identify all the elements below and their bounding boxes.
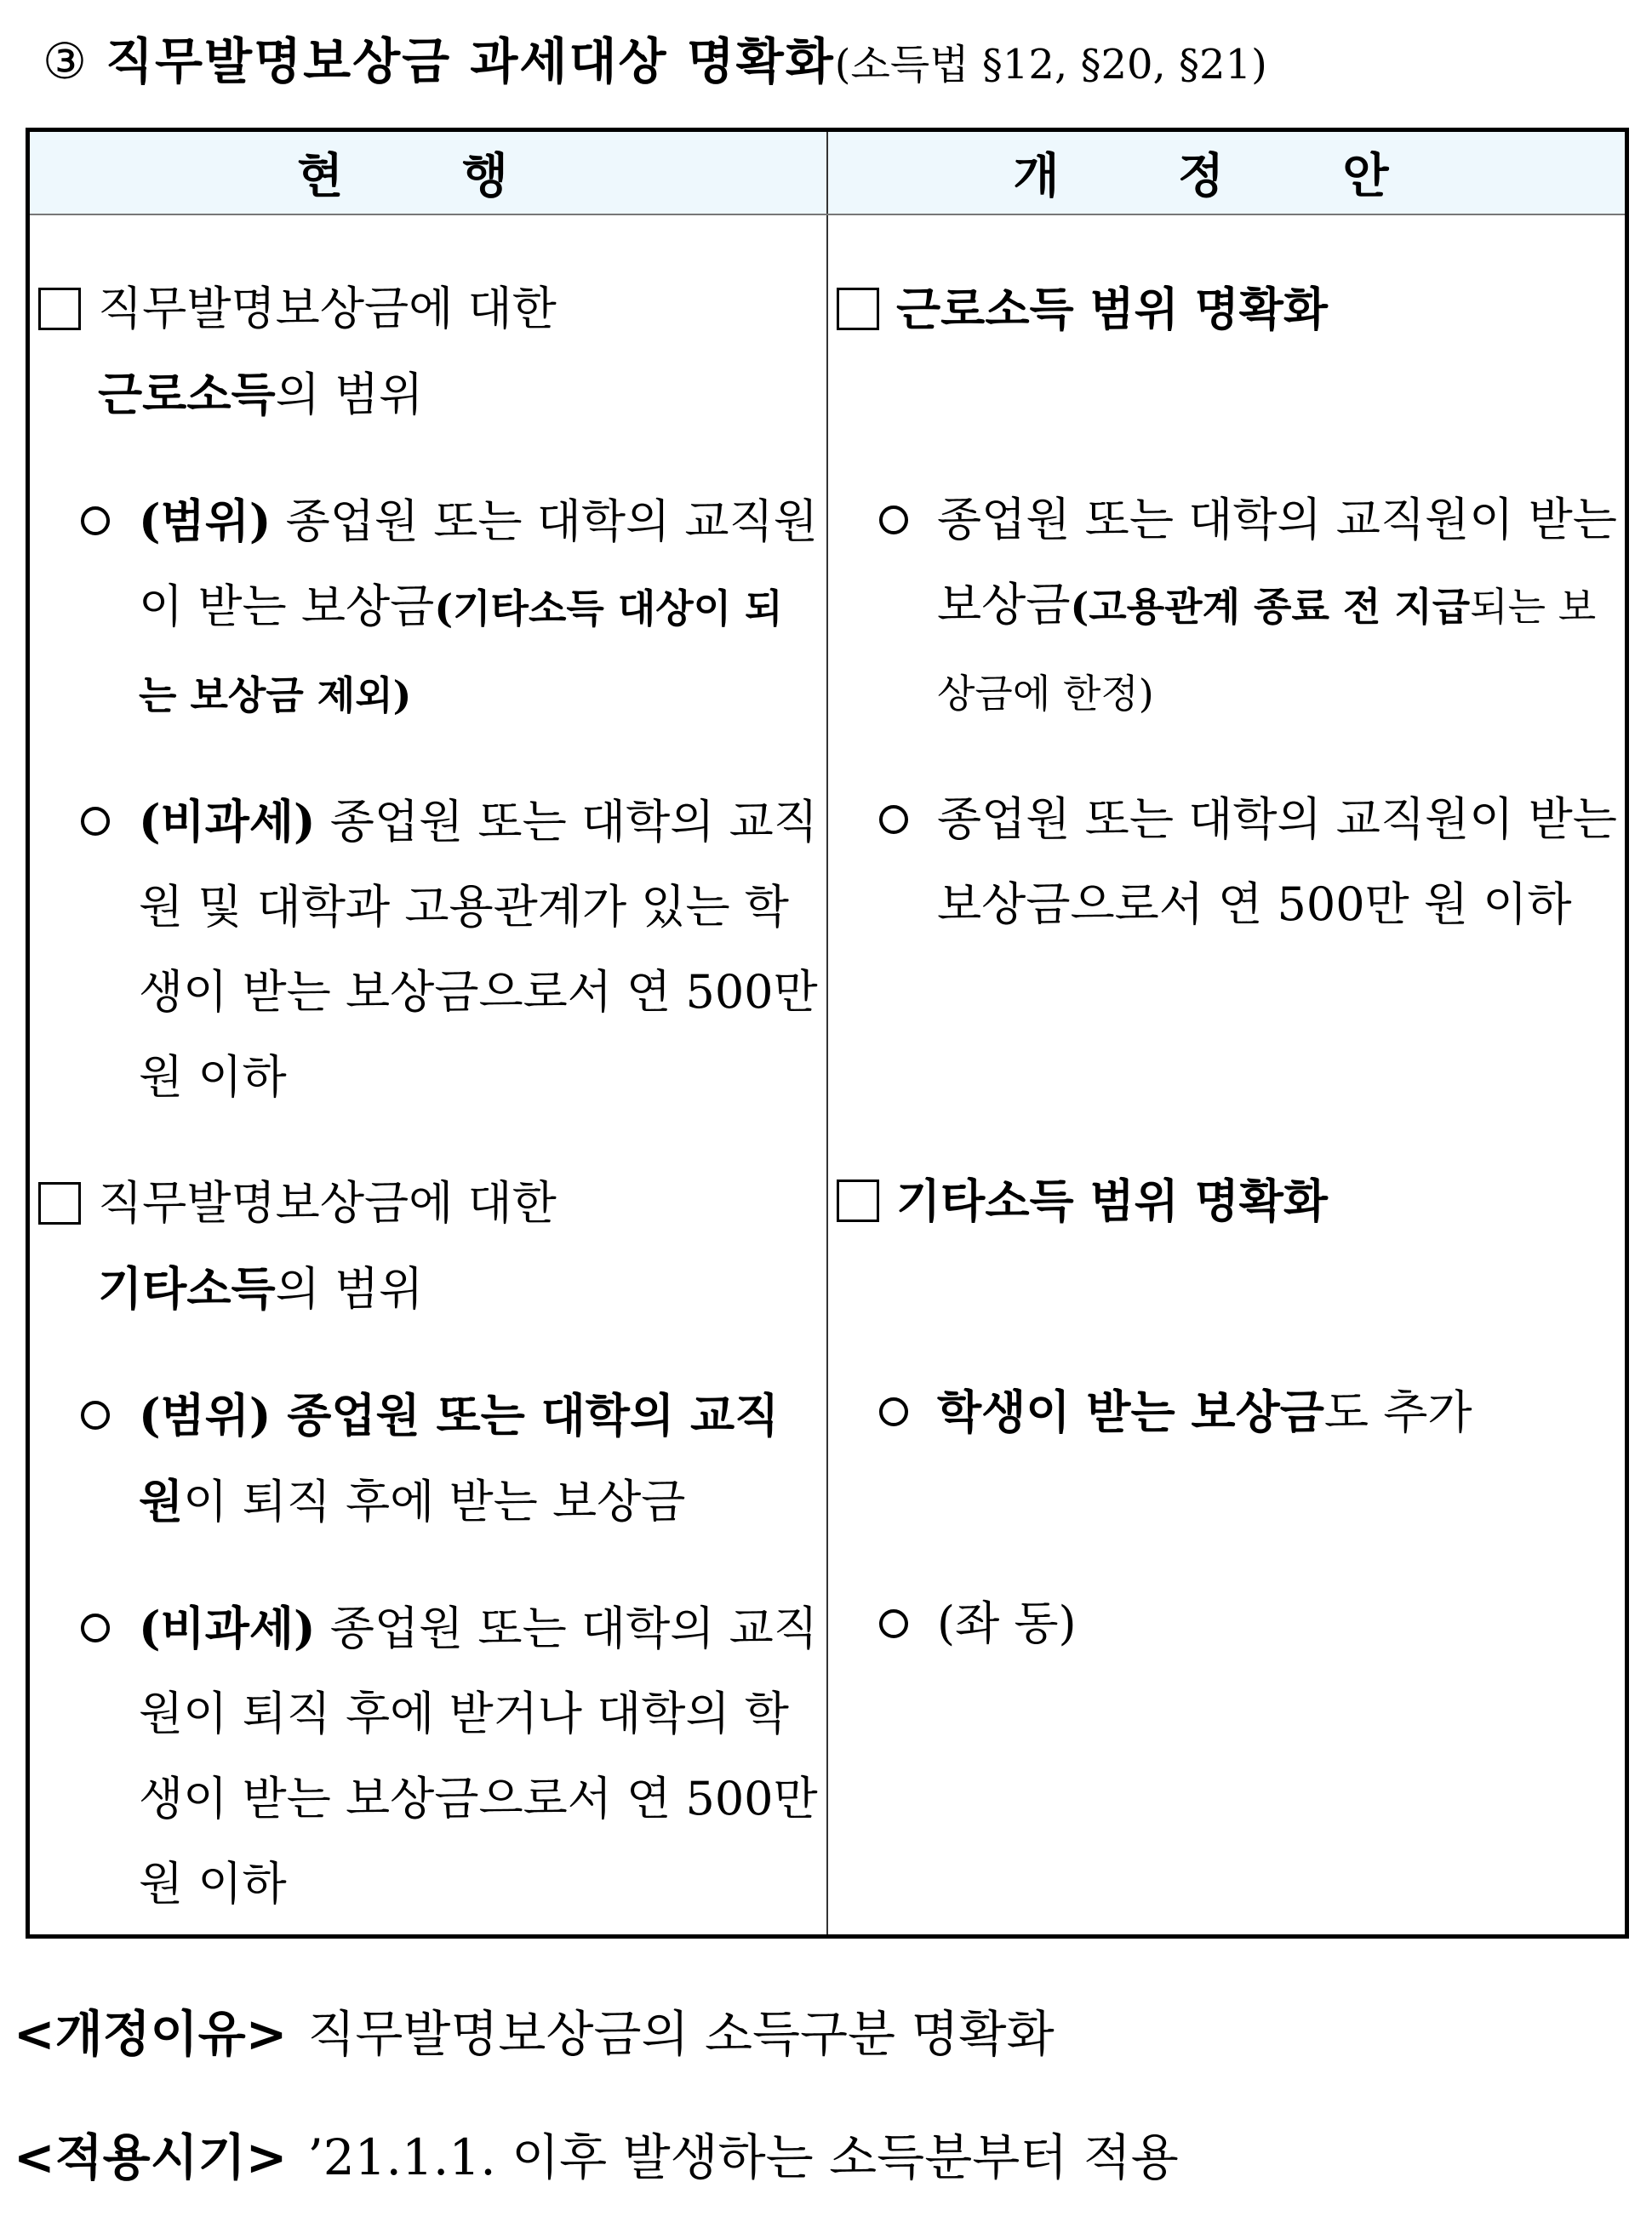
proposed-item-nontaxable: 종업원 또는 대학의 교직원이 받는 보상금으로서 연 500만 원 이하: [835, 777, 1618, 947]
comparison-table: [26, 128, 1629, 1939]
current-section-other-income: [37, 1161, 820, 1332]
section-heading: 직무발명보상금 과세대상 명확화: [106, 32, 835, 90]
current-section-earned-income: [37, 266, 820, 437]
proposed-column: [827, 214, 1627, 1937]
square-bullet-icon: [837, 1180, 879, 1222]
revision-reason-text: 직무발명보상금의 소득구분 명확화: [307, 2005, 1055, 2063]
header-proposed: 개 정 안: [827, 130, 1627, 215]
application-date: [14, 2115, 1179, 2200]
circle-bullet-icon: [81, 506, 110, 535]
current-item-scope: (범위) 종업원 또는 대학의 교직원이 받는 보상금(기타소득 대상이 되는 보상금 제외): [37, 478, 820, 738]
application-date-text: ’21.1.1. 이후 발생하는 소득분부터 적용: [307, 2128, 1179, 2186]
law-reference: (소득법 §12, §20, §21): [834, 41, 1267, 89]
circle-bullet-icon: [81, 807, 110, 836]
proposed-section-other-income: 기타소득 범위 명확화: [835, 1158, 1618, 1243]
revision-reason-label: <개정이유>: [14, 2005, 288, 2063]
revision-reason: [14, 1991, 1055, 2076]
current-item-nontaxable-2: (비과세) 종업원 또는 대학의 교직원이 퇴직 후에 받거나 대학의 학생이 받는 보상금으로서 연 500만 원 이하: [37, 1585, 820, 1927]
circle-bullet-icon: [879, 506, 908, 534]
proposed-item-student-added: 학생이 받는 보상금도 추가: [835, 1369, 1618, 1455]
proposed-item-scope: 종업원 또는 대학의 교직원이 받는 보상금(고용관계 종료 전 지급되는 보상금에 한정): [835, 477, 1618, 736]
circle-bullet-icon: [879, 1397, 908, 1426]
current-s1-line2: 근로소득의 범위: [98, 367, 424, 421]
proposed-section-earned-income: 근로소득 범위 명확화: [835, 266, 1618, 351]
current-s1-line1: 직무발명보상금에 대한: [98, 282, 557, 335]
proposed-item-same-as-left: (좌 동): [835, 1581, 1618, 1666]
application-date-label: <적용시기>: [14, 2128, 288, 2186]
current-item-nontaxable: (비과세) 종업원 또는 대학의 교직원 및 대학과 고용관계가 있는 학생이 받는 보상금으로서 연 500만 원 이하: [37, 779, 820, 1120]
circle-bullet-icon: [81, 1401, 110, 1430]
section-title: [43, 19, 1643, 107]
header-current: 현 행: [28, 130, 828, 215]
circle-bullet-icon: [879, 1609, 908, 1638]
circle-bullet-icon: [81, 1614, 110, 1642]
current-item-scope-2: (범위) 종업원 또는 대학의 교직원이 퇴직 후에 받는 보상금: [37, 1373, 820, 1545]
current-column: [28, 214, 828, 1937]
circle-bullet-icon: [879, 805, 908, 834]
square-bullet-icon: [38, 288, 81, 330]
section-number: ③: [43, 32, 87, 90]
square-bullet-icon: [38, 1182, 81, 1225]
current-s2-line2: 기타소득의 범위: [98, 1261, 424, 1316]
square-bullet-icon: [837, 288, 879, 330]
current-s2-line1: 직무발명보상금에 대한: [98, 1176, 557, 1230]
